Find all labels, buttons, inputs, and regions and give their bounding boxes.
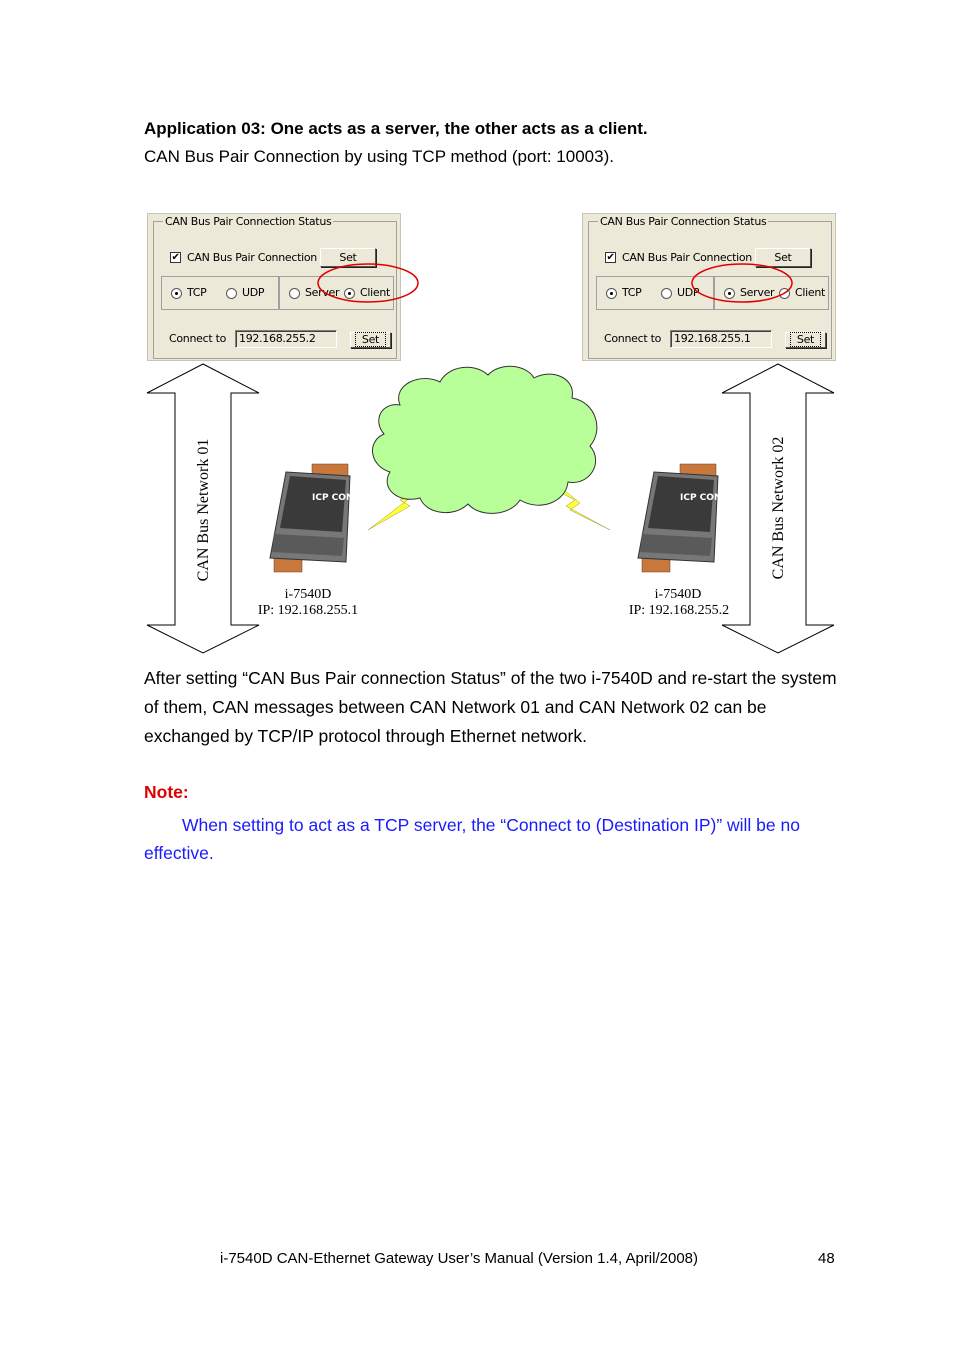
left-client-highlight <box>318 264 418 302</box>
left-client-label: Client <box>360 286 391 299</box>
page-footer: i-7540D CAN-Ethernet Gateway User’s Manual (Version 1.4, April/2008) <box>220 1250 699 1267</box>
left-tcp-label: TCP <box>187 286 207 299</box>
right-connect-label: Connect to <box>604 332 662 345</box>
left-i7540d-device <box>270 464 353 572</box>
left-network-label: CAN Bus Network 01 <box>195 438 212 582</box>
right-set-button[interactable]: Set <box>755 248 811 267</box>
left-device-ip: IP: 192.168.255.1 <box>257 603 359 618</box>
right-group-legend: CAN Bus Pair Connection Status <box>600 215 767 228</box>
left-ip-field[interactable]: 192.168.255.2 <box>235 330 337 348</box>
right-i7540d-device <box>638 464 721 572</box>
description-paragraph: After setting “CAN Bus Pair connection Status” of the two i-7540D and re-start the system of them, CAN messages between CAN Network 01 and CAN Network 02 can be exchanged by TCP/IP protocol through Ethernet network. <box>144 668 837 746</box>
ethernet-cloud <box>373 366 597 513</box>
left-checkbox-label: CAN Bus Pair Connection <box>187 251 317 264</box>
left-device-model: i-7540D <box>284 587 332 602</box>
note-label: Note: <box>144 782 189 802</box>
section-heading: Application 03: One acts as a server, the other acts as a client. <box>144 119 648 138</box>
right-device-model: i-7540D <box>654 587 702 602</box>
right-device-ip: IP: 192.168.255.2 <box>628 603 730 618</box>
right-set-ip-button[interactable]: Set <box>785 332 826 348</box>
left-connect-label: Connect to <box>169 332 227 345</box>
page-number: 48 <box>818 1250 835 1267</box>
left-udp-label: UDP <box>242 286 265 299</box>
right-ip-field[interactable]: 192.168.255.1 <box>670 330 772 348</box>
left-server-label: Server <box>305 286 340 299</box>
right-client-label: Client <box>795 286 826 299</box>
left-set-ip-button[interactable]: Set <box>350 332 391 348</box>
note-text: When setting to act as a TCP server, the “Connect to (Destination IP)” will be no effective. <box>144 815 800 863</box>
left-group-legend: CAN Bus Pair Connection Status <box>165 215 332 228</box>
right-udp-label: UDP <box>677 286 700 299</box>
left-device-logo: ICP CON <box>312 493 354 503</box>
left-pair-checkbox[interactable]: ✔ <box>171 252 180 263</box>
right-server-label: Server <box>740 286 775 299</box>
right-device-logo: ICP CON <box>680 493 722 503</box>
section-subheading: CAN Bus Pair Connection by using TCP method (port: 10003). <box>144 147 614 166</box>
right-pair-checkbox[interactable]: ✔ <box>606 252 615 263</box>
right-checkbox-label: CAN Bus Pair Connection <box>622 251 752 264</box>
left-set-button[interactable]: Set <box>320 248 376 267</box>
right-tcp-label: TCP <box>622 286 642 299</box>
right-network-label: CAN Bus Network 02 <box>770 436 787 580</box>
right-server-highlight <box>692 264 792 302</box>
